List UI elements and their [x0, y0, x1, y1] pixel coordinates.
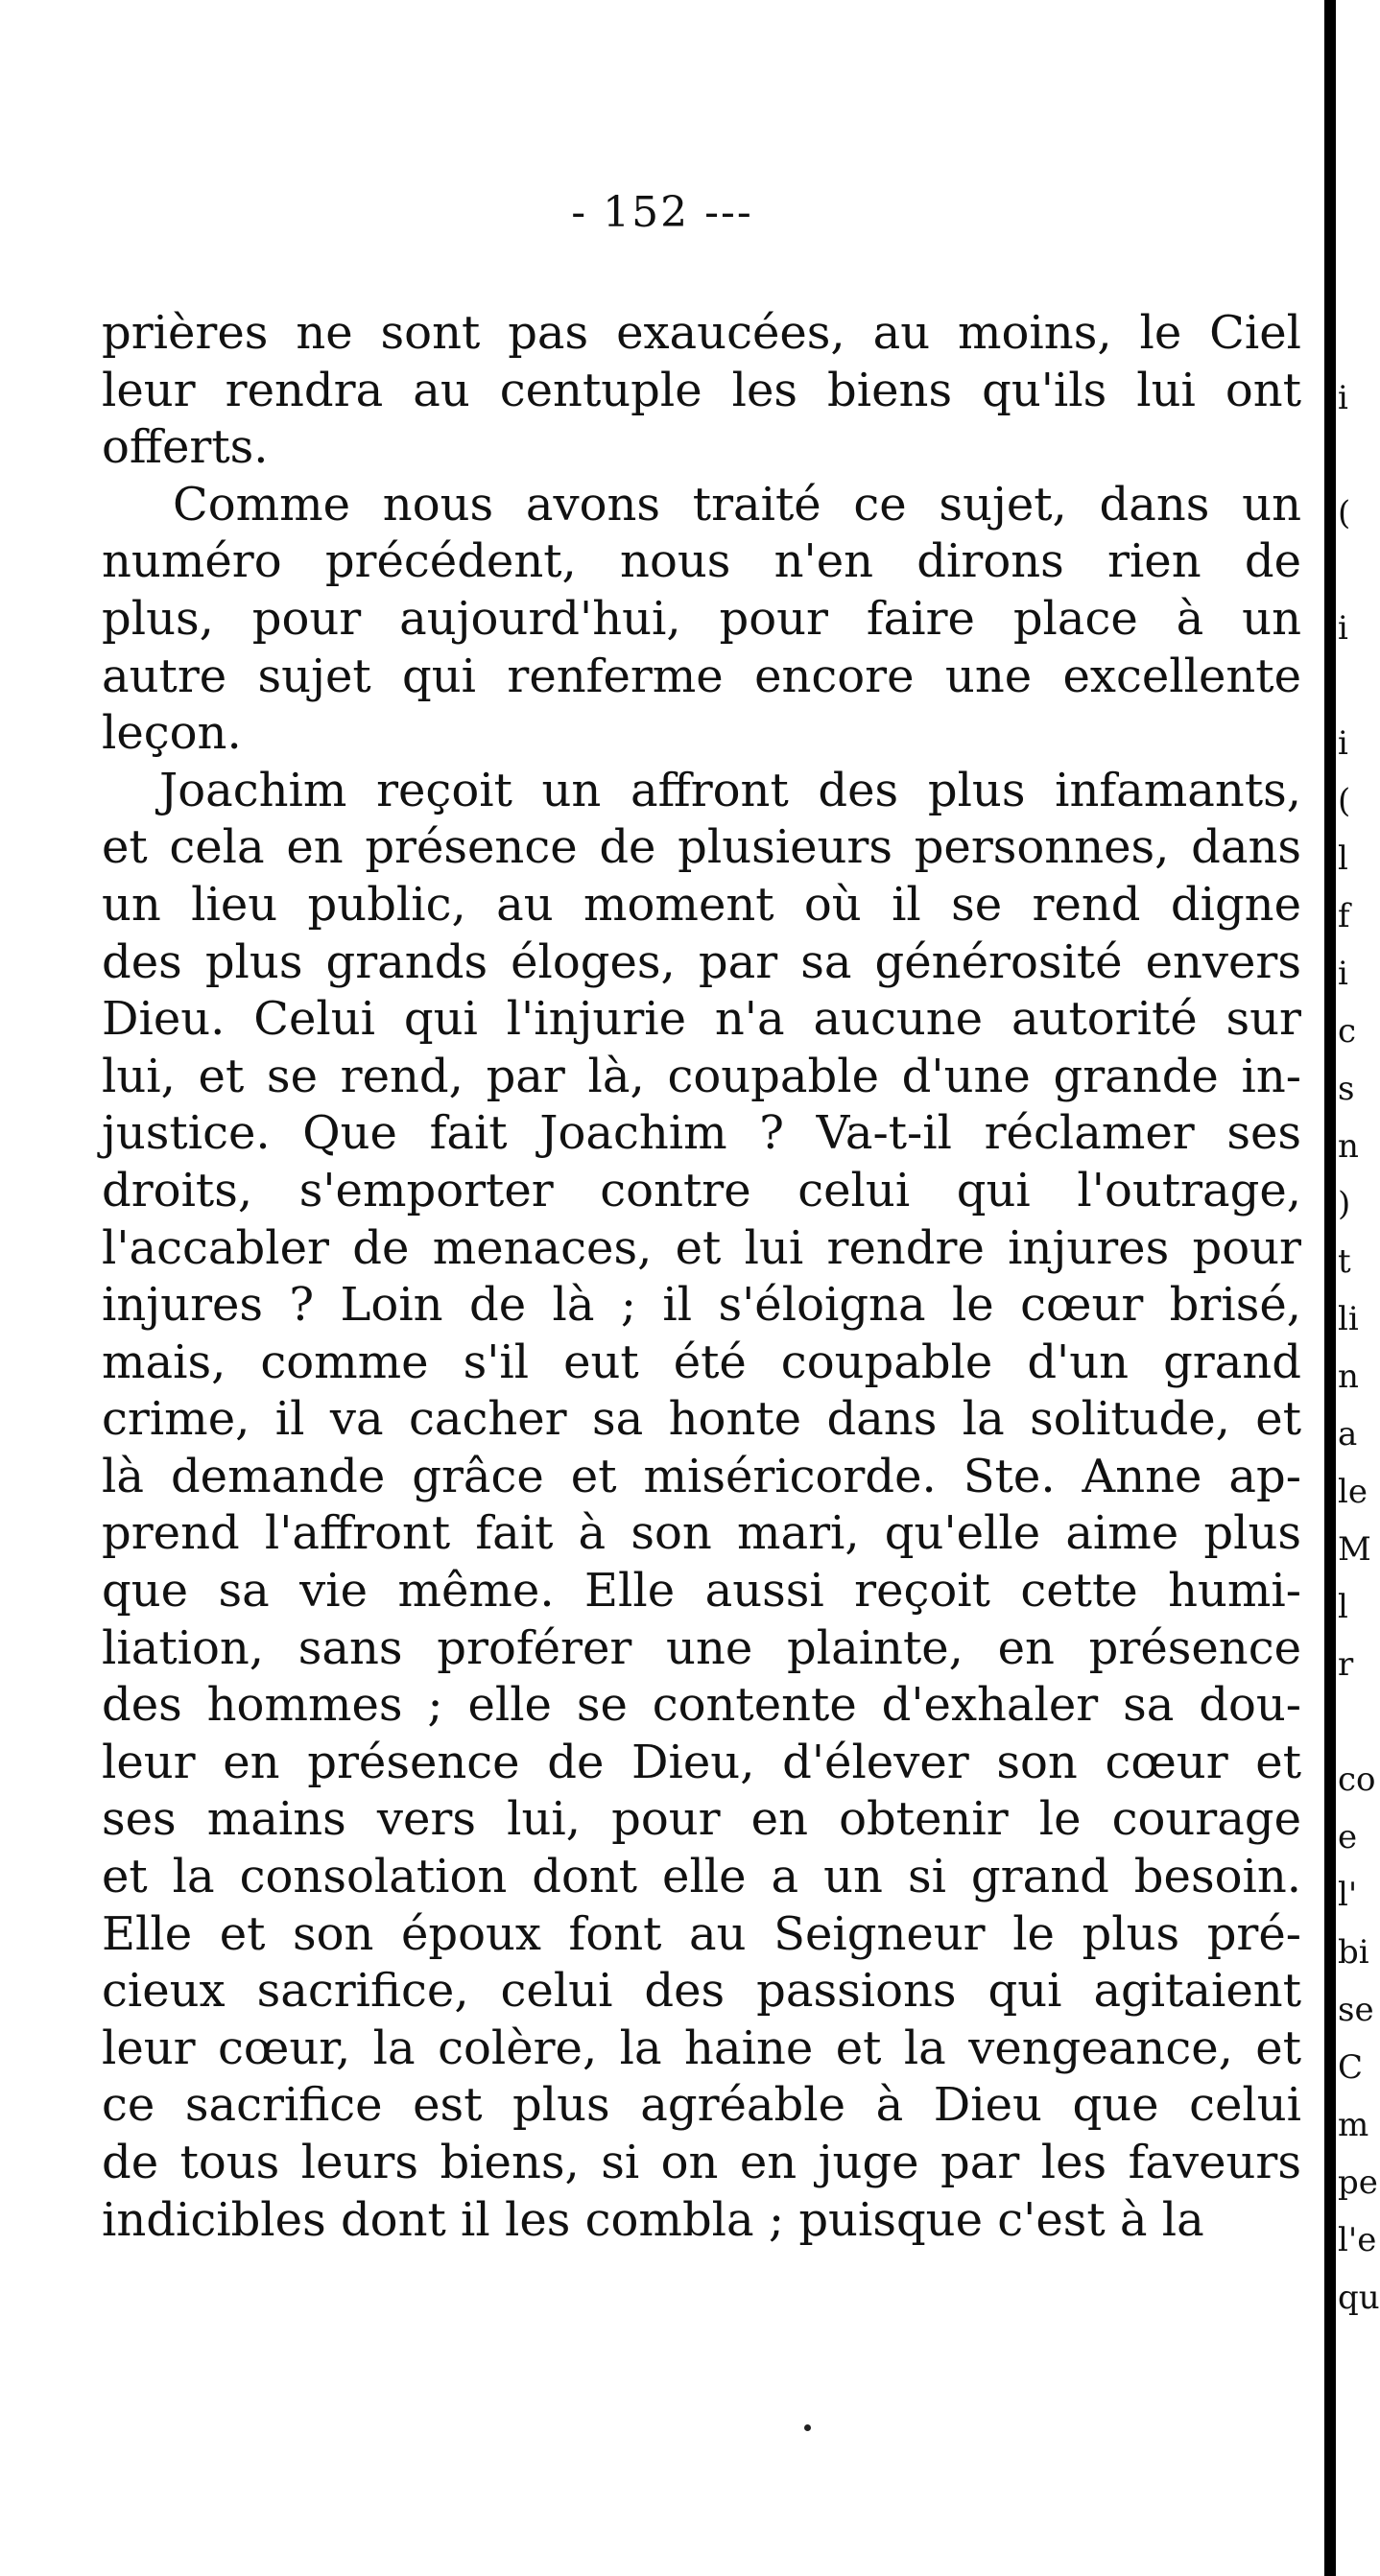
bleed-fragment: e [1338, 1818, 1358, 1856]
text-line: prend l'affront fait à son mari, qu'elle aime plus [102, 1506, 1301, 1561]
binding-shadow-bar [1324, 0, 1336, 2576]
bleed-fragment: m [1338, 2106, 1369, 2144]
bleed-fragment: i [1338, 724, 1348, 763]
text-line: des plus grands éloges, par sa générosité envers [102, 934, 1301, 989]
bleed-fragment: l' [1338, 1876, 1358, 1914]
text-line: que sa vie même. Elle aussi reçoit cette humi- [102, 1564, 1301, 1619]
bleed-fragment: ( [1338, 782, 1351, 820]
text-line: prières ne sont pas exaucées, au moins, le Ciel [102, 306, 1301, 360]
adjacent-page-edge [1324, 0, 1380, 2576]
text-line: de tous leurs biens, si on en juge par les faveurs [102, 2136, 1301, 2189]
bleed-fragment: c [1338, 1012, 1357, 1051]
text-line: ce sacrifice est plus agréable à Dieu que celui [102, 2078, 1301, 2133]
text-line: Comme nous avons traité ce sujet, dans un [173, 477, 1301, 532]
bleed-fragment: i [1338, 955, 1348, 993]
text-line: Dieu. Celui qui l'injurie n'a aucune autorité sur [102, 992, 1301, 1047]
text-line: Elle et son époux font au Seigneur le plus pré- [102, 1906, 1301, 1961]
text-line: offerts. [102, 420, 269, 475]
bleed-fragment: li [1338, 1300, 1359, 1338]
bleed-fragment: n [1338, 1358, 1359, 1396]
bleed-fragment: t [1338, 1242, 1351, 1281]
text-line: leur cœur, la colère, la haine et la vengeance, et [102, 2021, 1301, 2075]
bleed-fragment: l [1338, 1588, 1348, 1626]
bleed-fragment: f [1338, 897, 1350, 935]
text-line: lui, et se rend, par là, coupable d'une grande in- [102, 1049, 1301, 1103]
text-line: là demande grâce et miséricorde. Ste. Anne ap- [102, 1449, 1301, 1503]
bleed-fragment: ( [1338, 494, 1351, 532]
adjacent-page-fragments [1338, 0, 1380, 2576]
page-number: - 152 --- [571, 188, 753, 237]
text-line: leur en présence de Dieu, d'élever son cœur et [102, 1735, 1301, 1789]
text-line: un lieu public, au moment où il se rend digne [102, 877, 1301, 932]
text-line: des hommes ; elle se contente d'exhaler sa dou- [102, 1678, 1301, 1733]
text-line: justice. Que fait Joachim ? Va-t-il réclamer ses [102, 1106, 1301, 1161]
body-text [102, 305, 1301, 2249]
text-line: numéro précédent, nous n'en dirons rien de [102, 534, 1301, 589]
text-line: autre sujet qui renferme encore une excellente [102, 649, 1301, 703]
text-line: mais, comme s'il eut été coupable d'un grand [102, 1335, 1301, 1389]
bleed-fragment: n [1338, 1127, 1359, 1166]
bleed-fragment: co [1338, 1761, 1376, 1799]
text-line: liation, sans proférer une plainte, en présence [102, 1620, 1301, 1675]
text-line: Joachim reçoit un affront des plus infamants, [159, 763, 1301, 817]
bleed-fragment: se [1338, 1991, 1374, 2029]
text-line: plus, pour aujourd'hui, pour faire place à un [102, 591, 1301, 646]
bleed-fragment: ) [1338, 1185, 1351, 1223]
text-line: et cela en présence de plusieurs personnes, dans [102, 820, 1301, 875]
text-line: leur rendra au centuple les biens qu'ils lui ont [102, 363, 1301, 417]
bleed-fragment: l [1338, 839, 1348, 878]
text-line: droits, s'emporter contre celui qui l'outrage, [102, 1163, 1301, 1217]
text-line: cieux sacrifice, celui des passions qui agitaient [102, 1964, 1301, 2019]
bleed-fragment: qu [1338, 2279, 1380, 2317]
text-line: indicibles dont il les combla ; puisque c'est à la [102, 2192, 1204, 2247]
bleed-fragment: C [1338, 2048, 1364, 2087]
bleed-fragment: s [1338, 1070, 1355, 1108]
bleed-fragment: pe [1338, 2163, 1378, 2202]
bleed-fragment: i [1338, 379, 1348, 417]
text-line: injures ? Loin de là ; il s'éloigna le cœur brisé, [102, 1278, 1301, 1333]
text-line: crime, il va cacher sa honte dans la solitude, et [102, 1392, 1301, 1447]
text-line: et la consolation dont elle a un si grand besoin. [102, 1850, 1301, 1904]
bleed-fragment: a [1338, 1415, 1358, 1453]
ink-speck [804, 2424, 811, 2431]
text-line: l'accabler de menaces, et lui rendre injures pour [102, 1220, 1301, 1275]
bleed-fragment: i [1338, 609, 1348, 648]
bleed-fragment: l'e [1338, 2221, 1377, 2259]
bleed-fragment: le [1338, 1473, 1368, 1511]
bleed-fragment: M [1338, 1530, 1371, 1569]
text-line: leçon. [102, 706, 242, 761]
bleed-fragment: bi [1338, 1933, 1369, 1972]
text-line: ses mains vers lui, pour en obtenir le courage [102, 1792, 1301, 1847]
bleed-fragment: r [1338, 1645, 1354, 1684]
